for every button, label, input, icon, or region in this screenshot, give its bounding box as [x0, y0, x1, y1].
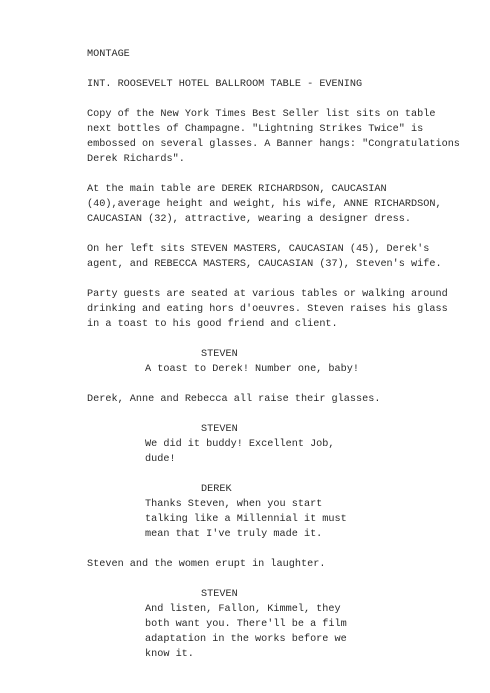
- character-cue: STEVEN: [201, 589, 238, 600]
- action-line: Copy of the New York Times Best Seller list sits on table: [87, 109, 436, 120]
- dialogue-line: dude!: [145, 454, 176, 465]
- dialogue-line: And listen, Fallon, Kimmel, they: [145, 604, 341, 615]
- character-cue: STEVEN: [201, 424, 238, 435]
- action-line: (40),average height and weight, his wife, ANNE RICHARDSON,: [87, 199, 442, 210]
- scene-heading-montage: MONTAGE: [87, 49, 130, 60]
- dialogue-line: Thanks Steven, when you start: [145, 499, 323, 510]
- action-line: Derek, Anne and Rebecca all raise their glasses.: [87, 394, 381, 405]
- action-line: agent, and REBECCA MASTERS, CAUCASIAN (37), Steven's wife.: [87, 259, 442, 270]
- action-line: drinking and eating hors d'oeuvres. Steven raises his glass: [87, 304, 448, 315]
- action-line: At the main table are DEREK RICHARDSON, CAUCASIAN: [87, 184, 387, 195]
- action-line: CAUCASIAN (32), attractive, wearing a designer dress.: [87, 214, 412, 225]
- action-line: in a toast to his good friend and client.: [87, 319, 338, 330]
- action-line: On her left sits STEVEN MASTERS, CAUCASIAN (45), Derek's: [87, 244, 430, 255]
- action-line: next bottles of Champagne. "Lightning Strikes Twice" is: [87, 124, 424, 135]
- slugline: INT. ROOSEVELT HOTEL BALLROOM TABLE - EVENING: [87, 79, 363, 90]
- action-line: Party guests are seated at various tables or walking around: [87, 289, 448, 300]
- character-cue: STEVEN: [201, 349, 238, 360]
- dialogue-line: A toast to Derek! Number one, baby!: [145, 364, 359, 375]
- dialogue-line: both want you. There'll be a film: [145, 619, 347, 630]
- action-line: Steven and the women erupt in laughter.: [87, 559, 326, 570]
- action-line: embossed on several glasses. A Banner hangs: "Congratulations: [87, 139, 460, 150]
- action-line: Derek Richards".: [87, 154, 185, 165]
- dialogue-line: adaptation in the works before we: [145, 634, 347, 645]
- dialogue-line: know it.: [145, 649, 194, 660]
- character-cue: DEREK: [201, 484, 232, 495]
- dialogue-line: mean that I've truly made it.: [145, 529, 323, 540]
- dialogue-line: talking like a Millennial it must: [145, 514, 347, 525]
- dialogue-line: We did it buddy! Excellent Job,: [145, 439, 335, 450]
